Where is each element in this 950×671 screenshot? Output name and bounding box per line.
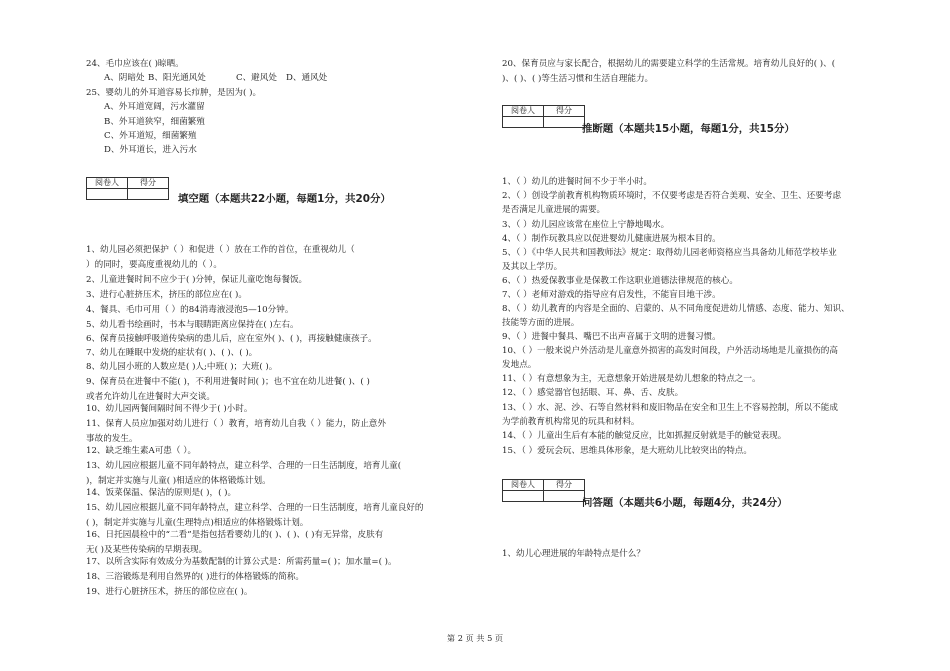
fill-item-18	[86, 572, 488, 582]
mc-option: A、外耳道宽阔，污水灌留	[104, 102, 205, 112]
score-cell[interactable]	[128, 189, 169, 200]
fill-item-5	[86, 320, 488, 330]
mc-option: C、外耳道短，细菌繁殖	[104, 131, 197, 141]
fill-item-20	[502, 59, 912, 85]
fill-item-12-line1: 12、缺乏维生素A可患（ ）。	[86, 446, 197, 456]
fill-item-13-line1: 13、幼儿园应根据儿童不同年龄特点，建立科学、合理的一日生活制度，培育儿童(	[86, 461, 402, 471]
mc-option: B、阳光通风处	[148, 73, 206, 83]
mc-option: D、通风处	[286, 73, 328, 83]
judge-item-3	[502, 220, 912, 230]
judge-item-5	[502, 248, 912, 273]
fill-item-9-line2: 或者允许幼儿在进餐时大声交谈。	[86, 392, 215, 403]
score-box-qa	[502, 479, 585, 502]
judge-item-3-line1: 3、（ ）幼儿园应该常在座位上宁静地喝水。	[502, 220, 670, 230]
fill-item-15-line1: 15、幼儿园应根据儿童不同年龄特点，建立科学、合理的一日生活制度，培育儿童良好的	[86, 503, 424, 513]
fill-item-8-line1: 8、幼儿园小班的人数应是( )人;中班( )；大班( )。	[86, 362, 278, 372]
score-box-judge	[502, 105, 585, 128]
judge-section-title: 推断题（本题共15小题，每题1分，共15分）	[582, 123, 795, 135]
fill-item-9	[86, 377, 488, 403]
fill-item-18-line1: 18、三浴锻炼是利用自然界的( )进行的体格锻炼的简称。	[86, 572, 305, 582]
judge-item-15-line1: 15、（ ）爱玩会玩、思维具体形象，是大班幼儿比较突出的特点。	[502, 446, 752, 456]
judge-item-11-line1: 11、（ ）有意想象为主，无意想象开始进展是幼儿想象的特点之一。	[502, 374, 761, 384]
score-label: 得分	[544, 480, 585, 491]
judge-item-15	[502, 446, 912, 456]
fill-item-15	[86, 503, 488, 529]
fill-item-6-line1: 6、保育员接触呼吸道传染病的患儿后，应在室外( )、( )，再接触健康孩子。	[86, 334, 377, 344]
fill-item-10	[86, 404, 488, 414]
qa-item-1	[502, 549, 912, 559]
mc-question-24: 24、毛巾应该在( )晾晒。	[86, 59, 184, 69]
fill-item-7	[86, 348, 488, 358]
score-box-fill	[86, 177, 169, 200]
fill-item-4	[86, 305, 488, 315]
judge-item-13	[502, 403, 912, 428]
reviewer-label: 阅卷人	[503, 480, 544, 491]
fill-item-4-line1: 4、餐具、毛巾可用（ ）的84消毒液浸泡5—10分钟。	[86, 305, 294, 315]
reviewer-cell[interactable]	[503, 491, 544, 502]
judge-item-10-line2: 发地点。	[502, 360, 537, 371]
score-cell[interactable]	[544, 117, 585, 128]
reviewer-label: 阅卷人	[87, 178, 128, 189]
fill-item-8	[86, 362, 488, 372]
judge-item-6-line1: 6、（ ）热爱保教事业是保教工作这职业道德法律规范的核心。	[502, 276, 738, 286]
fill-item-2	[86, 275, 488, 285]
fill-item-15-line2: ( )，制定并实施与儿童(生理特点)相适应的体格锻炼计划。	[86, 518, 309, 529]
fill-item-16-line2: 无( )及某些传染病的早期表现。	[86, 545, 208, 556]
fill-item-3	[86, 290, 488, 300]
fill-item-7-line1: 7、幼儿在睡眠中发烧的症状有( )、( )、( )。	[86, 348, 258, 358]
fill-item-17	[86, 557, 488, 567]
judge-item-8	[502, 304, 912, 329]
judge-item-5-line1: 5、（ ）《中华人民共和国教师法》规定：取得幼儿园老师资格应当具备幼儿师范学校毕业	[502, 248, 837, 258]
mc-option: D、外耳道长，进入污水	[104, 145, 197, 155]
judge-item-1-line1: 1、（ ）幼儿的进餐时间不少于半小时。	[502, 177, 652, 187]
fill-item-5-line1: 5、幼儿看书绘画时，书本与眼睛距离应保持在( )左右。	[86, 320, 299, 330]
reviewer-label: 阅卷人	[503, 106, 544, 117]
judge-item-4-line1: 4、（ ）制作玩教具应以促进婴幼儿健康进展为根本目的。	[502, 234, 721, 244]
judge-item-8-line1: 8、（ ）幼儿教育的内容是全面的、启蒙的、从不同角度促进幼儿情感、态度、能力、知识、	[502, 304, 850, 314]
fill-item-9-line1: 9、保育员在进餐中不能( )，不利用进餐时间( )；也不宜在幼儿进餐( )、( )	[86, 377, 370, 387]
fill-item-14	[86, 488, 488, 498]
fill-item-16-line1: 16、日托园晨检中的“二看”是指包括看婴幼儿的( )、( )、( )有无异常，皮肤有	[86, 530, 384, 540]
reviewer-cell[interactable]	[503, 117, 544, 128]
fill-item-1-line1: 1、幼儿园必须把保护（ ）和促进（ ）放在工作的首位，在重视幼儿（	[86, 245, 355, 255]
fill-item-20-line1: 20、保育员应与家长配合，根据幼儿的需要建立科学的生活常规。培育幼儿良好的( )、(	[502, 59, 836, 69]
fill-item-20-line2: )、( )、( )等生活习惯和生活自理能力。	[502, 74, 654, 85]
judge-item-2-line2: 是否满足儿童进展的需要。	[502, 205, 606, 216]
fill-item-17-line1: 17、以所含实际有效成分为基数配制的计算公式是：所需药量=( )；加水量=( )。	[86, 557, 397, 567]
judge-item-11	[502, 374, 912, 384]
judge-item-10-line1: 10、（ ）一般来说户外活动是儿童意外损害的高发时间段，户外活动场地是儿童损伤的高	[502, 346, 838, 356]
qa-section-title: 问答题（本题共6小题，每题4分，共24分）	[582, 497, 788, 509]
judge-item-9-line1: 9、（ ）进餐中餐具、嘴巴不出声音属于文明的进餐习惯。	[502, 332, 721, 342]
fill-item-13-line2: )，制定并实施与儿童( )相适应的体格锻炼计划。	[86, 476, 271, 487]
judge-item-4	[502, 234, 912, 244]
fill-item-1-line2: ）的同时，要高度重视幼儿的（ ）。	[86, 260, 222, 271]
page-footer: 第 2 页 共 5 页	[446, 633, 504, 643]
fill-item-6	[86, 334, 488, 344]
judge-item-2	[502, 191, 912, 216]
score-label: 得分	[128, 178, 169, 189]
judge-item-7	[502, 290, 912, 300]
reviewer-cell[interactable]	[87, 189, 128, 200]
mc-option: B、外耳道狭窄，细菌繁殖	[104, 117, 205, 127]
judge-item-12-line1: 12、（ ）感觉器官包括眼、耳、鼻、舌、皮肤。	[502, 388, 684, 398]
judge-item-10	[502, 346, 912, 371]
judge-item-14	[502, 431, 912, 441]
judge-item-6	[502, 276, 912, 286]
judge-item-9	[502, 332, 912, 342]
judge-item-13-line2: 为学前教育机构常见的玩具和材料。	[502, 417, 640, 428]
fill-item-19-line1: 19、进行心脏挤压术，挤压的部位应在( )。	[86, 587, 253, 597]
judge-item-14-line1: 14、（ ）儿童出生后有本能的触觉反应，比如抓握反射就是手的触觉表现。	[502, 431, 787, 441]
judge-item-2-line1: 2、（ ）创设学前教育机构物质环境时，不仅要考虑是否符合美观、安全、卫生、还要考虑	[502, 191, 842, 201]
fill-item-11	[86, 419, 488, 445]
fill-item-19	[86, 587, 488, 597]
fill-item-10-line1: 10、幼儿园两餐间隔时间不得少于( )小时。	[86, 404, 253, 414]
judge-item-7-line1: 7、（ ）老师对游戏的指导应有启发性，不能盲目地干涉。	[502, 290, 721, 300]
mc-option: C、避风处	[236, 73, 277, 83]
judge-item-8-line2: 技能等方面的进展。	[502, 318, 580, 329]
fill-item-3-line1: 3、进行心脏挤压术，挤压的部位应在( )。	[86, 290, 247, 300]
fill-item-2-line1: 2、儿童进餐时间不应少于( )分钟，保证儿童吃饱每餐饭。	[86, 275, 308, 285]
qa-item-1-line1: 1、幼儿心理进展的年龄特点是什么？	[502, 549, 645, 559]
judge-item-5-line2: 及其以上学历。	[502, 262, 563, 273]
fill-item-12	[86, 446, 488, 456]
judge-item-13-line1: 13、（ ）水、泥、沙、石等自然材料和废旧物品在安全和卫生上不容易控制，所以不能成	[502, 403, 838, 413]
mc-question-25: 25、婴幼儿的外耳道容易长疖肿，是因为( )。	[86, 88, 262, 98]
fill-item-16	[86, 530, 488, 556]
fill-item-11-line1: 11、保育人员应加强对幼儿进行（ ）教育，培育幼儿自我（ ）能力，防止意外	[86, 419, 386, 429]
judge-item-12	[502, 388, 912, 398]
fill-section-title: 填空题（本题共22小题，每题1分，共20分）	[178, 193, 391, 205]
score-cell[interactable]	[544, 491, 585, 502]
fill-item-11-line2: 事故的发生。	[86, 434, 138, 445]
fill-item-13	[86, 461, 488, 487]
judge-item-1	[502, 177, 912, 187]
score-label: 得分	[544, 106, 585, 117]
fill-item-1	[86, 245, 488, 271]
fill-item-14-line1: 14、饭菜保温、保洁的原则是( )，( )。	[86, 488, 237, 498]
mc-option: A、阴暗处	[104, 73, 145, 83]
